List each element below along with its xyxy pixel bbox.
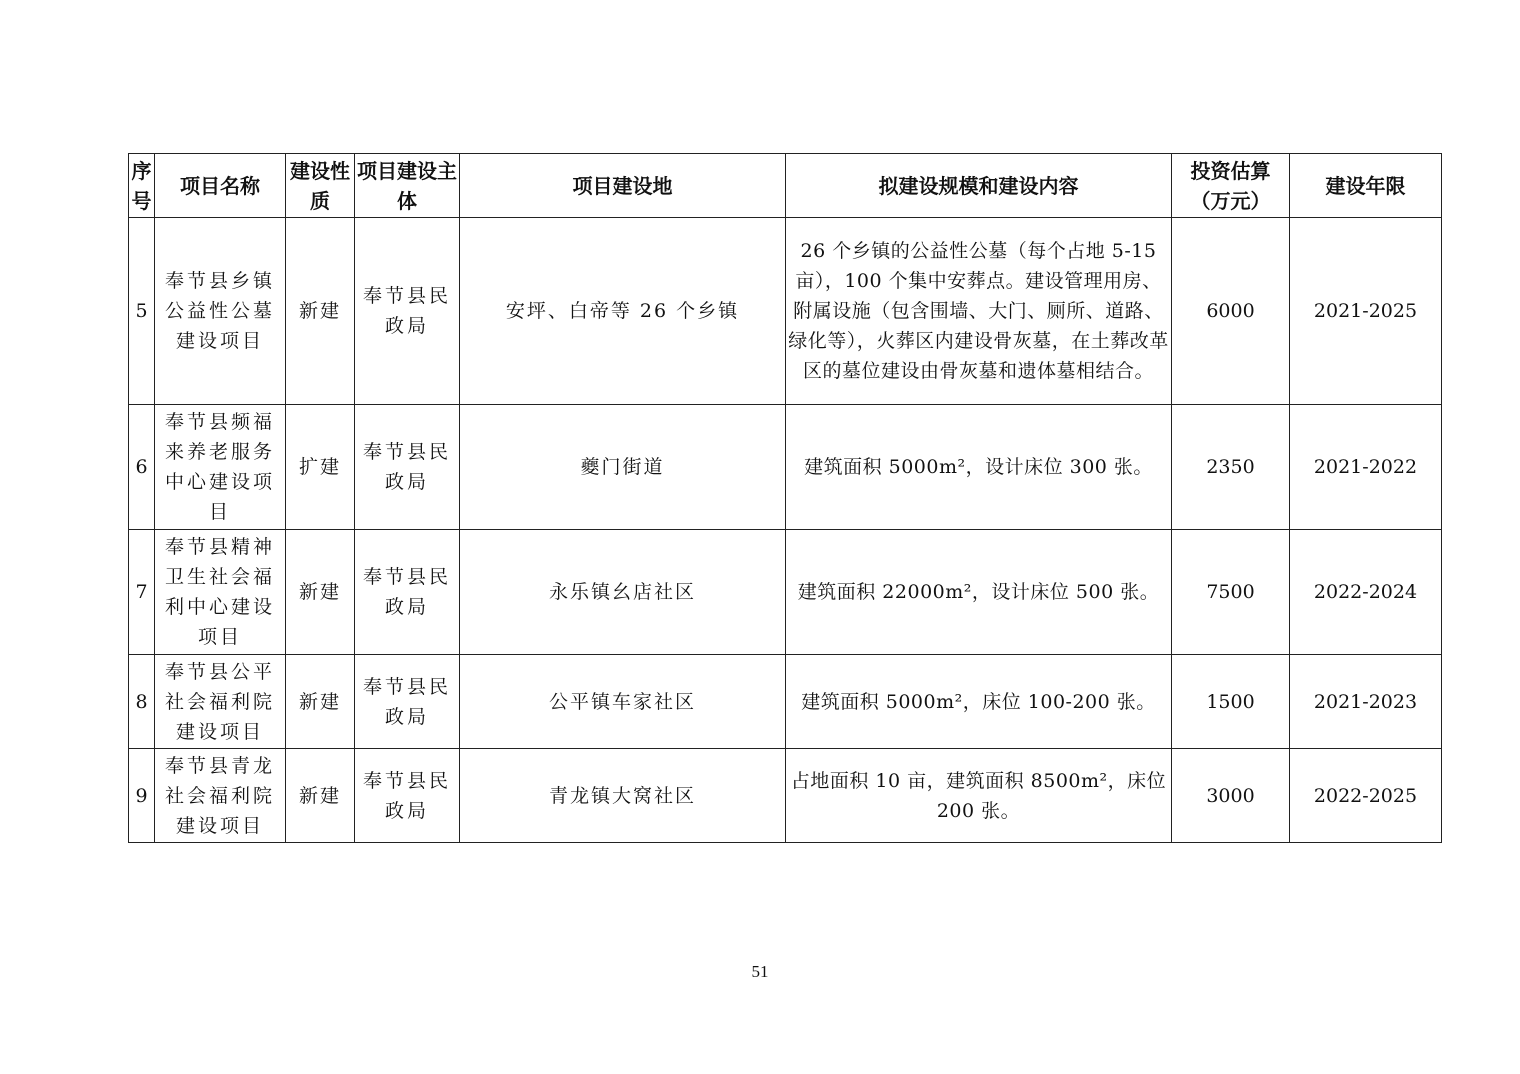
row-project-name: 奉节县频福来养老服务中心建设项目 bbox=[155, 405, 286, 530]
row-owner: 奉节县民政局 bbox=[355, 655, 460, 749]
row-seq: 8 bbox=[129, 655, 155, 749]
project-table bbox=[128, 153, 1442, 843]
row-content: 建筑面积 5000m²，床位 100-200 张。 bbox=[786, 655, 1172, 749]
row-location: 夔门街道 bbox=[460, 405, 786, 530]
header-owner: 项目建设主体 bbox=[355, 154, 460, 218]
row-nature: 新建 bbox=[286, 530, 355, 655]
table-header-row bbox=[129, 154, 1442, 218]
row-period: 2021-2022 bbox=[1290, 405, 1442, 530]
row-location: 安坪、白帝等 26 个乡镇 bbox=[460, 218, 786, 405]
row-investment: 6000 bbox=[1172, 218, 1290, 405]
row-period: 2021-2025 bbox=[1290, 218, 1442, 405]
header-nature: 建设性质 bbox=[286, 154, 355, 218]
row-period: 2021-2023 bbox=[1290, 655, 1442, 749]
row-owner: 奉节县民政局 bbox=[355, 749, 460, 843]
row-nature: 新建 bbox=[286, 655, 355, 749]
table-row bbox=[129, 749, 1442, 843]
row-seq: 9 bbox=[129, 749, 155, 843]
row-investment: 1500 bbox=[1172, 655, 1290, 749]
row-content: 建筑面积 5000m²，设计床位 300 张。 bbox=[786, 405, 1172, 530]
header-period: 建设年限 bbox=[1290, 154, 1442, 218]
row-content: 26 个乡镇的公益性公墓（每个占地 5-15 亩），100 个集中安葬点。建设管理用房、附属设施（包含围墙、大门、厕所、道路、绿化等），火葬区内建设骨灰墓，在土葬改革区的墓位建设由骨灰墓和遗体墓相结合。 bbox=[786, 218, 1172, 405]
table-row bbox=[129, 655, 1442, 749]
row-location: 永乐镇幺店社区 bbox=[460, 530, 786, 655]
row-nature: 扩建 bbox=[286, 405, 355, 530]
row-location: 公平镇车家社区 bbox=[460, 655, 786, 749]
row-project-name: 奉节县精神卫生社会福利中心建设项目 bbox=[155, 530, 286, 655]
row-owner: 奉节县民政局 bbox=[355, 405, 460, 530]
table-row bbox=[129, 530, 1442, 655]
row-nature: 新建 bbox=[286, 218, 355, 405]
header-name: 项目名称 bbox=[155, 154, 286, 218]
row-project-name: 奉节县公平社会福利院建设项目 bbox=[155, 655, 286, 749]
table-row bbox=[129, 218, 1442, 405]
row-project-name: 奉节县青龙社会福利院建设项目 bbox=[155, 749, 286, 843]
row-investment: 2350 bbox=[1172, 405, 1290, 530]
table-row bbox=[129, 405, 1442, 530]
header-seq: 序号 bbox=[129, 154, 155, 218]
row-investment: 3000 bbox=[1172, 749, 1290, 843]
row-location: 青龙镇大窝社区 bbox=[460, 749, 786, 843]
row-owner: 奉节县民政局 bbox=[355, 530, 460, 655]
row-seq: 7 bbox=[129, 530, 155, 655]
row-seq: 6 bbox=[129, 405, 155, 530]
row-project-name: 奉节县乡镇公益性公墓建设项目 bbox=[155, 218, 286, 405]
header-content: 拟建设规模和建设内容 bbox=[786, 154, 1172, 218]
page-number: 51 bbox=[751, 962, 769, 981]
header-investment: 投资估算（万元） bbox=[1172, 154, 1290, 218]
row-investment: 7500 bbox=[1172, 530, 1290, 655]
row-content: 建筑面积 22000m²，设计床位 500 张。 bbox=[786, 530, 1172, 655]
row-period: 2022-2024 bbox=[1290, 530, 1442, 655]
row-owner: 奉节县民政局 bbox=[355, 218, 460, 405]
row-seq: 5 bbox=[129, 218, 155, 405]
row-content: 占地面积 10 亩，建筑面积 8500m²，床位 200 张。 bbox=[786, 749, 1172, 843]
header-location: 项目建设地 bbox=[460, 154, 786, 218]
row-nature: 新建 bbox=[286, 749, 355, 843]
row-period: 2022-2025 bbox=[1290, 749, 1442, 843]
